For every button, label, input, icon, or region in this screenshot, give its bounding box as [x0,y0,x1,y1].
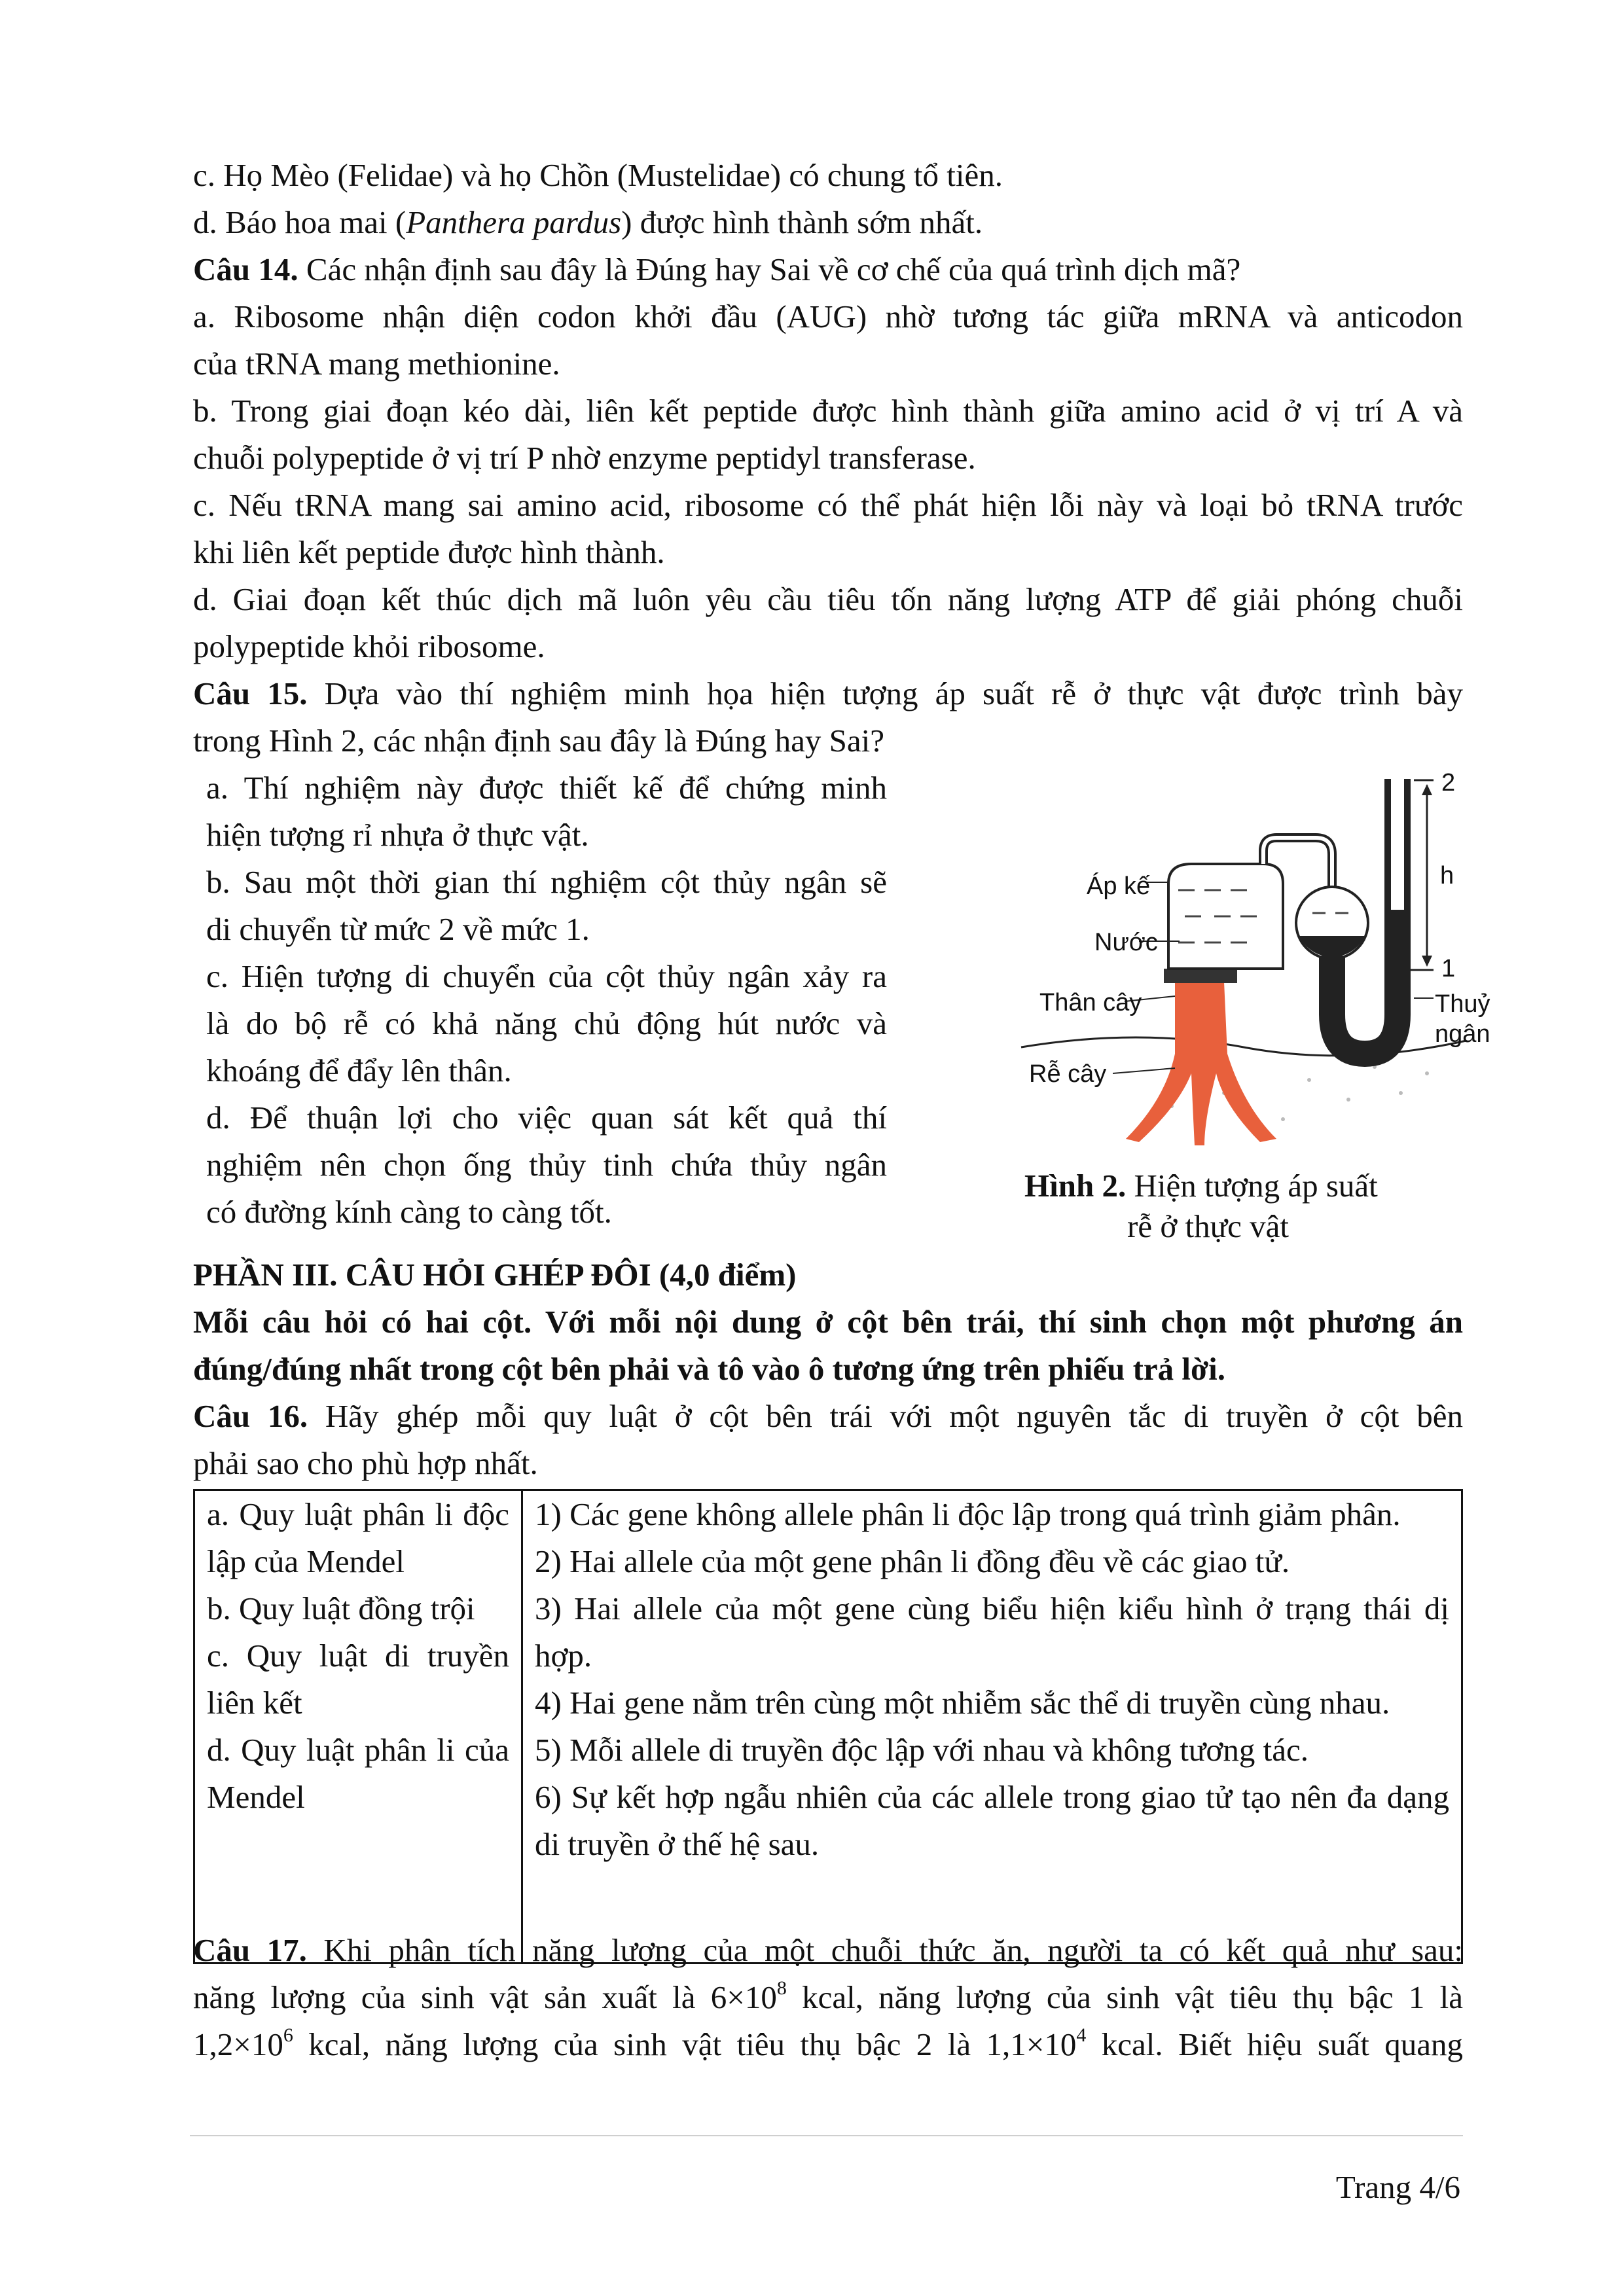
q13-option-c: c. Họ Mèo (Felidae) và họ Chồn (Mustelidae) có chung tổ tiên. [193,157,1003,193]
q16-stem-line2: phải sao cho phù hợp nhất. [193,1445,538,1481]
root-pressure-figure [1008,766,1479,1172]
left-item-d: d. Quy luật phân li của Mendel [207,1732,509,1815]
figure-label-ngan: ngân [1435,1020,1490,1048]
q15-stem-line1 [193,670,1463,717]
q14-label: Câu 14. [193,251,298,287]
q15-c-line1: c. Hiện tượng di chuyển của cột thủy ngân xảy ra [206,958,887,994]
figure-caption-text: Hiện tượng áp suất [1126,1168,1378,1204]
footer-divider [190,2135,1463,2136]
figure-label-than-cay: Thân cây [1039,989,1142,1016]
figure-label-nuoc: Nước [1094,929,1158,956]
q17-line2-a: năng lượng của sinh vật sản xuất là 6×10 [193,1979,777,2015]
q17-line3-a: 1,2×10 [193,2026,283,2062]
q15-c-line3: khoáng để đẩy lên thân. [206,1052,512,1088]
q13-option-d [193,199,1463,246]
q14-a-line1: a. Ribosome nhận diện codon khởi đầu (AUG) nhờ tương tác giữa mRNA và anticodon [193,298,1463,334]
q14-stem-text: Các nhận định sau đây là Đúng hay Sai về cơ chế của quá trình dịch mã? [298,251,1241,287]
part3-instruction-line1: Mỗi câu hỏi có hai cột. Với mỗi nội dung ở cột bên trái, thí sinh chọn một phương án [193,1304,1463,1340]
figure-label-level-1: 1 [1441,955,1456,982]
q15-d-line1: d. Để thuận lợi cho việc quan sát kết quả thí [206,1100,887,1136]
figure-label-h: h [1440,862,1454,889]
q17-line2-b: kcal, năng lượng của sinh vật tiêu thụ bậc 1 là [786,1979,1463,2015]
q17-line2-exponent: 8 [776,1977,787,1999]
q17-line3-exponent1: 6 [283,2024,293,2046]
q16-matching-table [193,1489,1463,1964]
q16-stem-text: Hãy ghép mỗi quy luật ở cột bên trái với một nguyên tắc di truyền ở cột bên [308,1398,1463,1434]
right-item-1: 1) Các gene không allele phân li độc lập trong quá trình giảm phân. [535,1496,1401,1532]
q15-stem-text: Dựa vào thí nghiệm minh họa hiện tượng áp suất rễ ở thực vật được trình bày [307,675,1463,711]
right-item-2: 2) Hai allele của một gene phân li đồng đều về các giao tử. [535,1543,1290,1579]
right-item-5: 5) Mỗi allele di truyền độc lập với nhau và không tương tác. [535,1732,1308,1768]
q14-a-line2: của tRNA mang methionine. [193,346,560,382]
q14-b-line2: chuỗi polypeptide ở vị trí P nhờ enzyme peptidyl transferase. [193,440,976,476]
q17-line1 [193,1927,1463,1974]
figure-label-thuy: Thuỷ [1435,990,1490,1018]
q15-d-line3: có đường kính càng to càng tốt. [206,1194,612,1230]
q16-label: Câu 16. [193,1398,308,1434]
q14-c-line2: khi liên kết peptide được hình thành. [193,534,665,570]
q15-b-line2: di chuyển từ mức 2 về mức 1. [206,911,590,947]
q15-label: Câu 15. [193,675,308,711]
left-item-c: c. Quy luật di truyền liên kết [207,1638,509,1721]
left-item-a: a. Quy luật phân li độc lập của Mendel [207,1496,509,1579]
figure-label-ap-ke: Áp kế [1087,872,1151,900]
table-row [194,1490,1462,1964]
left-column-cell [194,1490,522,1964]
figure-label-re-cay: Rễ cây [1029,1060,1107,1088]
q17-line3 [193,2021,1463,2068]
q15-c-line2: là do bộ rễ có khả năng chủ động hút nước và [206,1005,887,1041]
q13-option-d-prefix: d. Báo hoa mai ( [193,204,406,240]
q17-label: Câu 17. [193,1932,307,1968]
q17-line1-text: Khi phân tích năng lượng của một chuỗi thức ăn, người ta có kết quả như sau: [306,1932,1463,1968]
q14-b-line1: b. Trong giai đoạn kéo dài, liên kết peptide được hình thành giữa amino acid ở vị trí A và [193,393,1463,429]
right-item-4: 4) Hai gene nằm trên cùng một nhiễm sắc thể di truyền cùng nhau. [535,1685,1390,1721]
right-item-3: 3) Hai allele của một gene cùng biểu hiện kiểu hình ở trạng thái dị hợp. [535,1590,1449,1674]
q14-d-line1: d. Giai đoạn kết thúc dịch mã luôn yêu cầu tiêu tốn năng lượng ATP để giải phóng chuỗi [193,581,1463,617]
q15-a-line2: hiện tượng rỉ nhựa ở thực vật. [206,817,589,853]
page-number: Trang 4/6 [1335,2169,1460,2205]
left-item-b: b. Quy luật đồng trội [207,1590,475,1626]
q17-line3-exponent2: 4 [1076,2024,1087,2046]
q17-line2 [193,1974,1463,2021]
q13-option-d-species: Panthera pardus [406,204,622,240]
stem-shape [1177,982,1224,1060]
part3-title: PHẦN III. CÂU HỎI GHÉP ĐÔI (4,0 điểm) [193,1257,797,1293]
q15-a-line1: a. Thí nghiệm này được thiết kế để chứng minh [206,770,887,806]
figure-caption-line2: rễ ở thực vật [1127,1208,1290,1244]
q14-d-line2: polypeptide khỏi ribosome. [193,628,545,664]
right-item-6: 6) Sự kết hợp ngẫu nhiên của các allele trong giao tử tạo nên đa dạng di truyền ở thế hệ sau. [535,1779,1449,1862]
q16-stem-line1 [193,1393,1463,1440]
q15-d-line2: nghiệm nên chọn ống thủy tinh chứa thủy ngân [206,1147,887,1183]
right-column-cell [522,1490,1462,1964]
figure-caption-label: Hình 2. [1024,1168,1127,1204]
figure-label-level-2: 2 [1441,769,1456,797]
part3-instruction-line2: đúng/đúng nhất trong cột bên phải và tô vào ô tương ứng trên phiếu trả lời. [193,1351,1225,1387]
q15-b-line1: b. Sau một thời gian thí nghiệm cột thủy ngân sẽ [206,864,887,900]
q14-c-line1: c. Nếu tRNA mang sai amino acid, ribosome có thể phát hiện lỗi này và loại bỏ tRNA trước [193,487,1463,523]
q17-line3-c: kcal. Biết hiệu suất quang [1086,2026,1464,2062]
q13-option-d-suffix: ) được hình thành sớm nhất. [621,204,983,240]
q17-line3-b: kcal, năng lượng của sinh vật tiêu thụ bậc 2 là 1,1×10 [293,2026,1077,2062]
q15-stem-line2: trong Hình 2, các nhận định sau đây là Đúng hay Sai? [193,723,884,759]
q14-stem [193,246,1463,293]
